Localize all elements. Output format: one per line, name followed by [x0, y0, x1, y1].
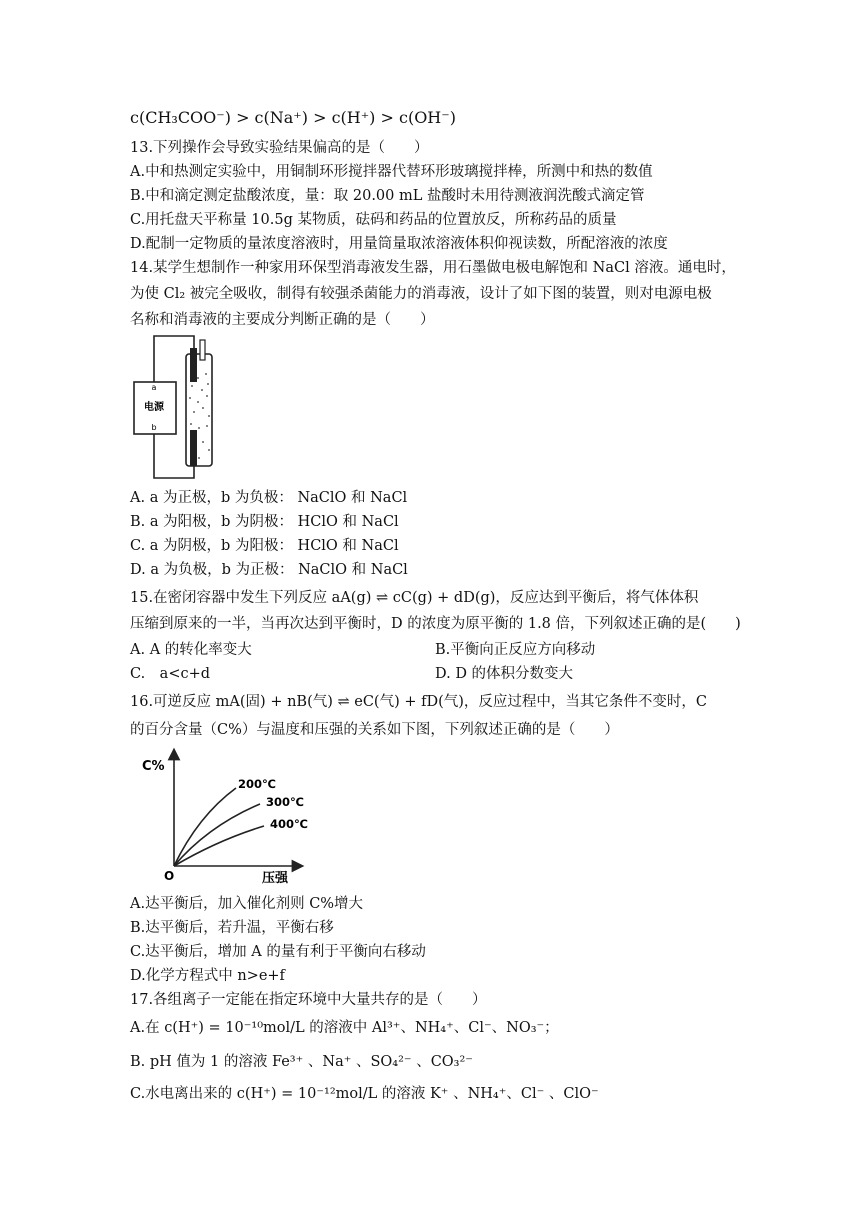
question-15-stem-2: 压缩到原来的一半，当再次达到平衡时，D 的浓度为原平衡的 1.8 倍，下列叙述正确的是( ) — [130, 616, 741, 632]
question-14-stem-3: 名称和消毒液的主要成分判断正确的是（ ） — [130, 312, 435, 328]
question-16-option-b: B.达平衡后，若升温，平衡右移 — [130, 920, 334, 936]
question-14-stem-1: 14.某学生想制作一种家用环保型消毒液发生器，用石墨做电极电解饱和 NaCl 溶液。通电时， — [130, 260, 736, 276]
question-16-option-d: D.化学方程式中 n>e+f — [130, 968, 285, 984]
curve-label-300: 300℃ — [266, 795, 304, 809]
question-16-stem-1: 16.可逆反应 mA(固) + nB(气) ⇌ eC(气) + fD(气)，反应过程中，当其它条件不变时，C — [130, 694, 708, 710]
question-16-option-a: A.达平衡后，加入催化剂则 C%增大 — [130, 896, 364, 912]
electrolysis-cell — [186, 354, 212, 466]
origin-label: O — [164, 869, 175, 883]
question-13-option-a: A.中和热测定实验中，用铜制环形搅拌器代替环形玻璃搅拌棒，所测中和热的数值 — [130, 164, 653, 180]
curve-400 — [174, 826, 264, 866]
question-16-option-c: C.达平衡后，增加 A 的量有利于平衡向右移动 — [130, 944, 426, 960]
curve-200 — [174, 788, 236, 866]
question-13-stem: 13.下列操作会导致实验结果偏高的是（ ） — [130, 140, 429, 156]
question-17-option-c: C.水电离出来的 c(H⁺) = 10⁻¹²mol/L 的溶液 K⁺ 、NH₄⁺、Cl⁻ 、ClO⁻ — [130, 1086, 599, 1102]
electrolysis-diagram — [128, 334, 228, 484]
question-17-stem: 17.各组离子一定能在指定环境中大量共存的是（ ） — [130, 992, 487, 1008]
cpercent-pressure-graph — [128, 746, 308, 886]
power-label: 电源 — [144, 402, 164, 413]
question-15-option-b: B.平衡向正反应方向移动 — [435, 642, 596, 658]
curve-300 — [174, 804, 260, 866]
x-axis-label: 压强 — [262, 871, 289, 886]
question-14-option-b: B. a 为阳极，b 为阴极： HClO 和 NaCl — [130, 514, 399, 530]
terminal-b-label: b — [151, 423, 157, 432]
question-13-option-c: C.用托盘天平称量 10.5g 某物质，砝码和药品的位置放反，所称药品的质量 — [130, 212, 617, 228]
curve-label-200: 200℃ — [238, 777, 276, 791]
question-15-option-d: D. D 的体积分数变大 — [435, 666, 574, 682]
answer-fragment: c(CH₃COO⁻) > c(Na⁺) > c(H⁺) > c(OH⁻) — [130, 108, 456, 127]
question-14-option-c: C. a 为阴极，b 为阳极： HClO 和 NaCl — [130, 538, 399, 554]
question-15-option-a: A. A 的转化率变大 — [130, 642, 252, 658]
question-16-stem-2: 的百分含量（C%）与温度和压强的关系如下图，下列叙述正确的是（ ） — [130, 722, 619, 738]
question-17-option-b: B. pH 值为 1 的溶液 Fe³⁺ 、Na⁺ 、SO₄²⁻ 、CO₃²⁻ — [130, 1054, 473, 1070]
question-15-stem-1: 15.在密闭容器中发生下列反应 aA(g) ⇌ cC(g) + dD(g)，反应达到平衡后，将气体体积 — [130, 590, 699, 606]
question-15-option-c: C. a<c+d — [130, 666, 211, 682]
question-13-option-d: D.配制一定物质的量浓度溶液时，用量筒量取浓溶液体积仰视读数，所配溶液的浓度 — [130, 236, 668, 252]
question-14-stem-2: 为使 Cl₂ 被完全吸收，制得有较强杀菌能力的消毒液，设计了如下图的装置，则对电源电极 — [130, 286, 712, 302]
question-13-option-b: B.中和滴定测定盐酸浓度，量：取 20.00 mL 盐酸时未用待测液润洗酸式滴定管 — [130, 188, 645, 204]
question-14-option-d: D. a 为负极，b 为正极： NaClO 和 NaCl — [130, 562, 408, 578]
y-axis-label: C% — [142, 759, 165, 774]
question-17-option-a: A.在 c(H⁺) = 10⁻¹⁰mol/L 的溶液中 Al³⁺、NH₄⁺、Cl⁻、NO₃⁻； — [130, 1020, 559, 1036]
curve-label-400: 400℃ — [270, 817, 308, 831]
terminal-a-label: a — [151, 383, 157, 392]
question-14-option-a: A. a 为正极，b 为负极： NaClO 和 NaCl — [130, 490, 408, 506]
